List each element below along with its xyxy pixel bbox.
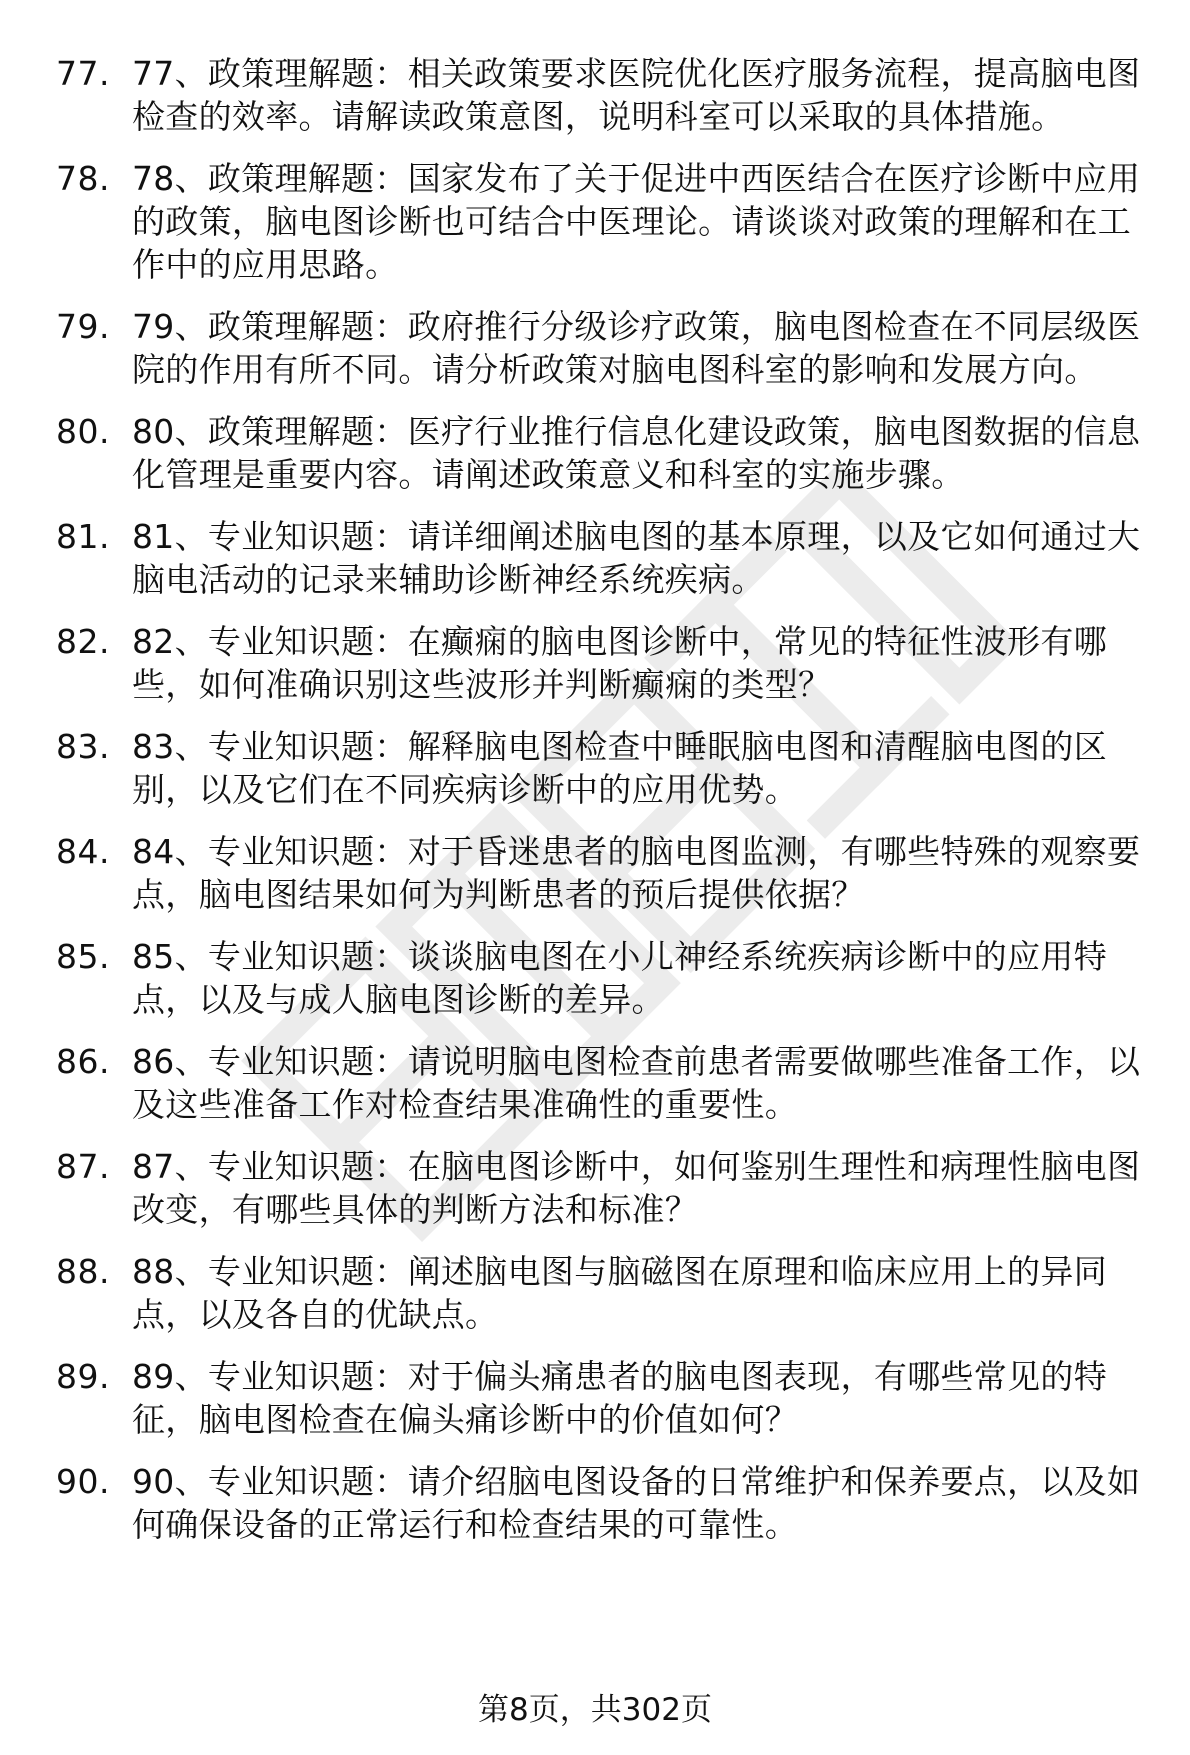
question-number: 84. bbox=[56, 832, 110, 871]
question-text: 81、专业知识题：请详细阐述脑电图的基本原理，以及它如何通过大脑电活动的记录来辅助诊断神经系统疾病。 bbox=[132, 517, 1141, 599]
question-item bbox=[56, 935, 1156, 1021]
question-number: 82. bbox=[56, 622, 110, 661]
question-text: 87、专业知识题：在脑电图诊断中，如何鉴别生理性和病理性脑电图改变，有哪些具体的判断方法和标准？ bbox=[132, 1147, 1141, 1229]
question-text: 90、专业知识题：请介绍脑电图设备的日常维护和保养要点，以及如何确保设备的正常运行和检查结果的可靠性。 bbox=[132, 1462, 1141, 1544]
question-list bbox=[56, 52, 1156, 1565]
question-item bbox=[56, 1355, 1156, 1441]
question-text: 85、专业知识题：谈谈脑电图在小儿神经系统疾病诊断中的应用特点，以及与成人脑电图诊断的差异。 bbox=[132, 937, 1107, 1019]
question-number: 77. bbox=[56, 54, 110, 93]
question-number: 79. bbox=[56, 307, 110, 346]
question-text: 82、专业知识题：在癫痫的脑电图诊断中，常见的特征性波形有哪些，如何准确识别这些波形并判断癫痫的类型？ bbox=[132, 622, 1107, 704]
question-number: 89. bbox=[56, 1357, 110, 1396]
question-item bbox=[56, 620, 1156, 706]
question-number: 88. bbox=[56, 1252, 110, 1291]
question-item bbox=[56, 305, 1156, 391]
question-item bbox=[56, 410, 1156, 496]
question-text: 89、专业知识题：对于偏头痛患者的脑电图表现，有哪些常见的特征，脑电图检查在偏头痛诊断中的价值如何？ bbox=[132, 1357, 1107, 1439]
question-item bbox=[56, 725, 1156, 811]
question-text: 77、政策理解题：相关政策要求医院优化医疗服务流程，提高脑电图检查的效率。请解读政策意图，说明科室可以采取的具体措施。 bbox=[132, 54, 1141, 136]
question-item bbox=[56, 1040, 1156, 1126]
question-number: 78. bbox=[56, 159, 110, 198]
page-footer: 第8页，共302页 bbox=[478, 1692, 712, 1728]
question-text: 83、专业知识题：解释脑电图检查中睡眠脑电图和清醒脑电图的区别，以及它们在不同疾病诊断中的应用优势。 bbox=[132, 727, 1107, 809]
question-item bbox=[56, 52, 1156, 138]
question-number: 83. bbox=[56, 727, 110, 766]
question-item bbox=[56, 1460, 1156, 1546]
question-number: 90. bbox=[56, 1462, 110, 1501]
question-item bbox=[56, 1250, 1156, 1336]
question-item bbox=[56, 157, 1156, 286]
question-number: 87. bbox=[56, 1147, 110, 1186]
question-number: 86. bbox=[56, 1042, 110, 1081]
question-text: 80、政策理解题：医疗行业推行信息化建设政策，脑电图数据的信息化管理是重要内容。请阐述政策意义和科室的实施步骤。 bbox=[132, 412, 1141, 494]
question-item bbox=[56, 515, 1156, 601]
question-text: 86、专业知识题：请说明脑电图检查前患者需要做哪些准备工作，以及这些准备工作对检查结果准确性的重要性。 bbox=[132, 1042, 1141, 1124]
question-text: 79、政策理解题：政府推行分级诊疗政策，脑电图检查在不同层级医院的作用有所不同。请分析政策对脑电图科室的影响和发展方向。 bbox=[132, 307, 1141, 389]
question-number: 80. bbox=[56, 412, 110, 451]
question-number: 81. bbox=[56, 517, 110, 556]
question-item bbox=[56, 1145, 1156, 1231]
question-text: 84、专业知识题：对于昏迷患者的脑电图监测，有哪些特殊的观察要点，脑电图结果如何为判断患者的预后提供依据？ bbox=[132, 832, 1141, 914]
question-number: 85. bbox=[56, 937, 110, 976]
question-item bbox=[56, 830, 1156, 916]
question-text: 88、专业知识题：阐述脑电图与脑磁图在原理和临床应用上的异同点，以及各自的优缺点。 bbox=[132, 1252, 1107, 1334]
question-text: 78、政策理解题：国家发布了关于促进中西医结合在医疗诊断中应用的政策，脑电图诊断也可结合中医理论。请谈谈对政策的理解和在工作中的应用思路。 bbox=[132, 159, 1141, 284]
